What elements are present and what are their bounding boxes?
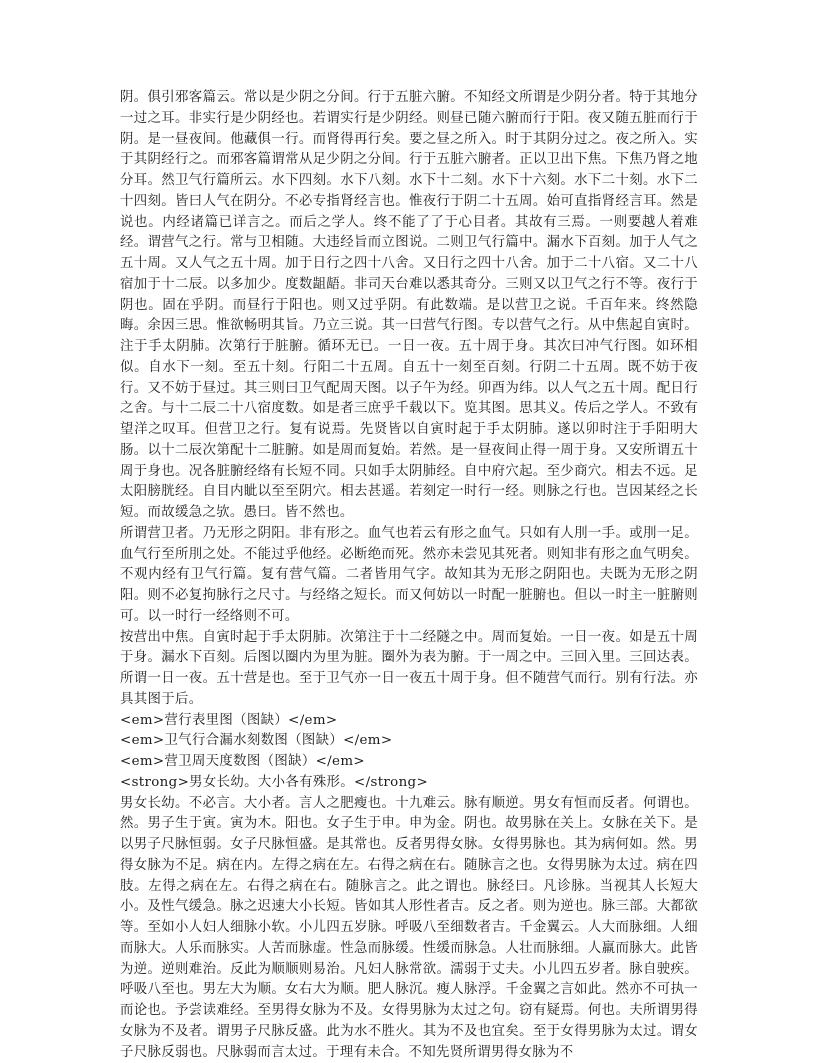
- section-heading-line: <strong>男女长幼。大小各有殊形。</strong>: [120, 773, 698, 794]
- body-paragraph-4: 男女长幼。不必言。大小者。言人之肥瘦也。十九难云。脉有顺逆。男女有恒而反者。何谓也。然。男子生于寅。寅为木。阳也。女子生于申。申为金。阴也。故男脉在关上。女脉在关下。是以男子尺脉恒弱。女子尺脉恒盛。是其常也。反者男得女脉。女得男脉也。其为病何如。然。男得女脉为不足。病在内。左得之病在左。右得之病在右。随脉言之也。女得男脉为太过。病在四肢。左得之病在左。右得之病在右。随脉言之。此之谓也。脉经曰。凡诊脉。当视其人长短大小。及性气缓急。脉之迟速大小长短。皆如其人形性者吉。反之者。则为逆也。脉三部。大都欲等。至如小人妇人细脉小软。小儿四五岁脉。呼吸八至细数者吉。千金翼云。人大而脉细。人细而脉大。人乐而脉实。人苦而脉虚。性急而脉缓。性缓而脉急。人壮而脉细。人羸而脉大。此皆为逆。逆则难治。反此为顺顺则易治。凡妇人脉常欲。濡弱于丈夫。小儿四五岁者。脉自驶疾。呼吸八至也。男左大为顺。女右大为顺。肥人脉沉。瘦人脉浮。千金翼之言如此。然亦不可执一而论也。予尝读难经。至男得女脉为不及。女得男脉为太过之句。窃有疑焉。何也。夫所谓男得女脉为不及者。谓男子尺脉反盛。此为水不胜火。其为不及也宜矣。至于女得男脉为太过。谓女子尺脉反弱也。尺脉弱而言太过。于理有未合。不知先贤所谓男得女脉为不: [120, 794, 698, 1063]
- body-paragraph-3: 按营出中焦。自寅时起于手太阴肺。次第注于十二经隧之中。周而复始。一日一夜。如是五十周于身。漏水下百刻。后图以圈内为里为脏。圈外为表为腑。于一周之中。三回入里。三回达表。所谓一日一夜。五十营是也。至于卫气亦一日一夜五十周于身。但不随营气而行。别有行法。亦具其图于后。: [120, 628, 698, 711]
- body-paragraph-2: 所谓营卫者。乃无形之阴阳。非有形之。血气也若云有形之血气。只如有人刖一手。或刖一足。血气行至所刖之处。不能过乎他经。必断绝而死。然亦未尝见其死者。则知非有形之血气明矣。不观内经有卫气行篇。复有营气篇。二者皆用气字。故知其为无形之阴阳也。夫既为无形之阴阳。则不必复拘脉行之尺寸。与经络之短长。而又何妨以一时配一脏腑也。但以一时主一脏腑则可。以一时行一经络则不可。: [120, 524, 698, 628]
- missing-figure-caption-ying-xing: <em>营行表里图（图缺）</em>: [120, 711, 698, 732]
- document-page: [120, 88, 698, 1063]
- body-paragraph-1: 阴。俱引邪客篇云。常以是少阴之分间。行于五脏六腑。不知经文所谓是少阴分者。特于其地分一过之耳。非实行是少阴经也。若谓实行是少阴经。则昼已随六腑而行于阳。夜又随五脏而行于阴。是一昼夜间。他藏俱一行。而肾得再行矣。要之昼之所入。时于其阴分过之。夜之所入。实于其阴经行之。而邪客篇谓常从足少阴之分间。行于五脏六腑者。正以卫出下焦。下焦乃肾之地分耳。然卫气行篇所云。水下四刻。水下八刻。水下十二刻。水下十六刻。水下二十刻。水下二十四刻。皆曰人气在阴分。不必专指肾经言也。惟夜行于阴二十五周。始可直指肾经言耳。然是说也。内经诸篇已详言之。而后之学人。终不能了了于心目者。其故有三焉。一则要越人着难经。谓营气之行。常与卫相随。大违经旨而立图说。二则卫气行篇中。漏水下百刻。加于人气之五十周。又人气之五十周。加于日行之四十八舍。又日行之四十八舍。加于二十八宿。又二十八宿加于十二辰。以多加少。度数龃龉。非司天台难以悉其奇分。三则又以卫气之行不等。夜行于阴也。固在乎阴。而昼行于阳也。则又过乎阴。有此数端。是以营卫之说。千百年来。终然隐晦。余因三思。惟欲畅明其旨。乃立三说。其一曰营气行图。专以营气之行。从中焦起自寅时。注于手太阴肺。次第行于脏腑。循环无已。一日一夜。五十周于身。其次曰冲气行图。如环相似。自水下一刻。至五十刻。行阳二十五周。自五十一刻至百刻。行阴二十五周。既不妨于夜行。又不妨于昼过。其三则曰卫气配周天图。以子午为经。卯酉为纬。以人气之五十周。配日行之舍。与十二辰二十八宿度数。如是者三庶乎千载以下。览其图。思其义。传后之学人。不致有望洋之叹耳。但营卫之行。复有说焉。先贤皆以自寅时起于手太阴肺。遂以卯时注于手阳明大肠。以十二辰次第配十二脏腑。如是周而复始。若然。是一昼夜间止得一周于身。又安所谓五十周于身也。况各脏腑经络有长短不同。只如手太阴肺经。自中府穴起。至少商穴。相去不远。足太阳膀胱经。自目内眦以至至阴穴。相去甚遥。若刻定一时行一经。则脉之行也。岂因某经之长短。而故缓急之欤。愚曰。皆不然也。: [120, 88, 698, 524]
- missing-figure-caption-wei-qi: <em>卫气行合漏水刻数图（图缺）</em>: [120, 731, 698, 752]
- missing-figure-caption-zhou-tian: <em>营卫周天度数图（图缺）</em>: [120, 752, 698, 773]
